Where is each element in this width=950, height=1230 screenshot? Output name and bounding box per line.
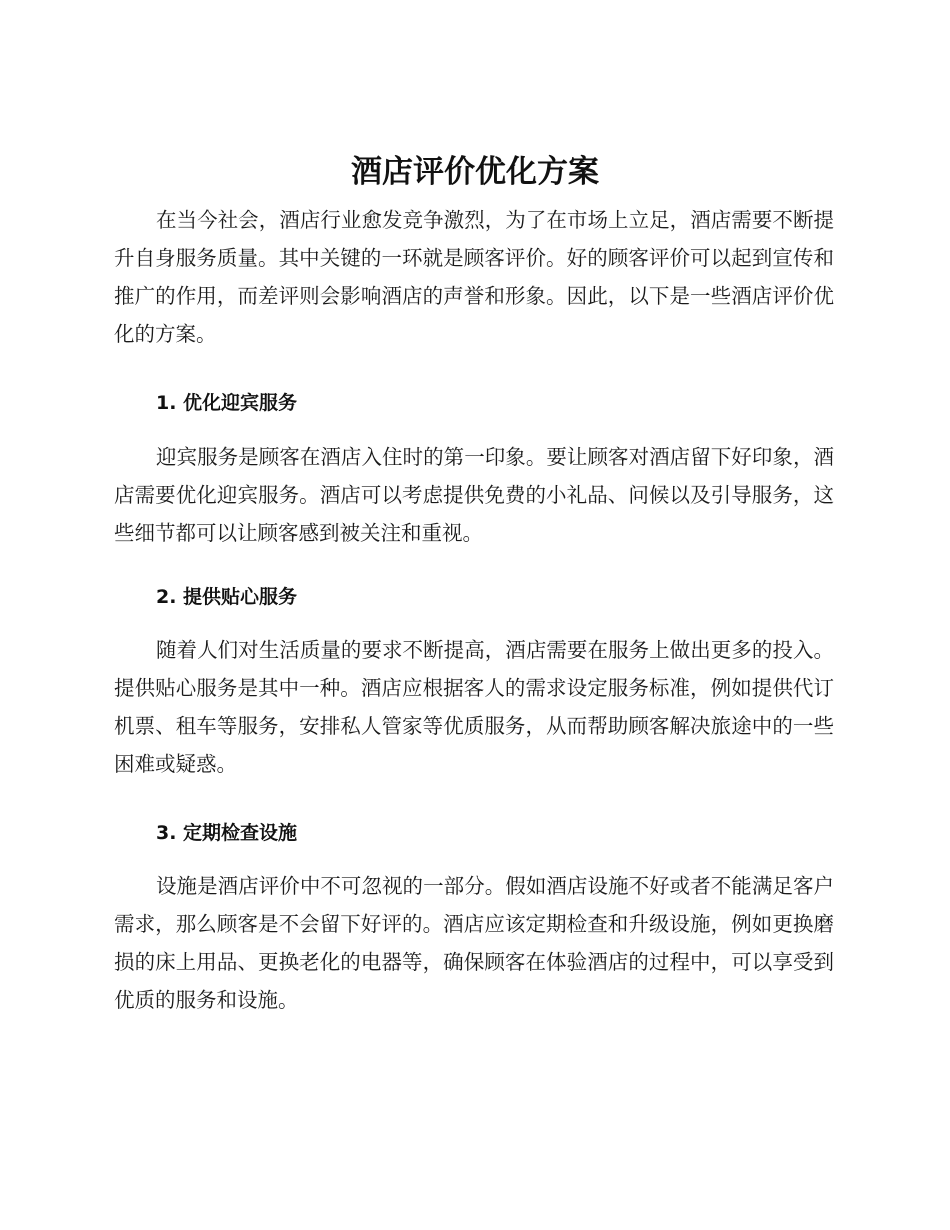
document-title: 酒店评价优化方案 [351,154,599,190]
section-body-3: 设施是酒店评价中不可忽视的一部分。假如酒店设施不好或者不能满足客户需求，那么顾客是不会留下好评的。酒店应该定期检查和升级设施，例如更换磨损的床上用品、更换老化的电器等，确保顾客在体验酒店的过程中，可以享受到优质的服务和设施。 [114,874,834,1012]
intro-paragraph: 在当今社会，酒店行业愈发竞争激烈，为了在市场上立足，酒店需要不断提升自身服务质量。其中关键的一环就是顾客评价。好的顾客评价可以起到宣传和推广的作用，而差评则会影响酒店的声誉和形象。因此，以下是一些酒店评价优化的方案。 [114,208,834,346]
section-heading-3: 3. 定期检查设施 [156,822,298,844]
section-heading-2: 2. 提供贴心服务 [156,586,298,608]
section-body-1: 迎宾服务是顾客在酒店入住时的第一印象。要让顾客对酒店留下好印象，酒店需要优化迎宾服务。酒店可以考虑提供免费的小礼品、问候以及引导服务，这些细节都可以让顾客感到被关注和重视。 [114,445,834,545]
section-body-2: 随着人们对生活质量的要求不断提高，酒店需要在服务上做出更多的投入。提供贴心服务是其中一种。酒店应根据客人的需求设定服务标准，例如提供代订机票、租车等服务，安排私人管家等优质服务，从而帮助顾客解决旅途中的一些困难或疑惑。 [114,638,834,776]
section-heading-1: 1. 优化迎宾服务 [156,392,298,414]
